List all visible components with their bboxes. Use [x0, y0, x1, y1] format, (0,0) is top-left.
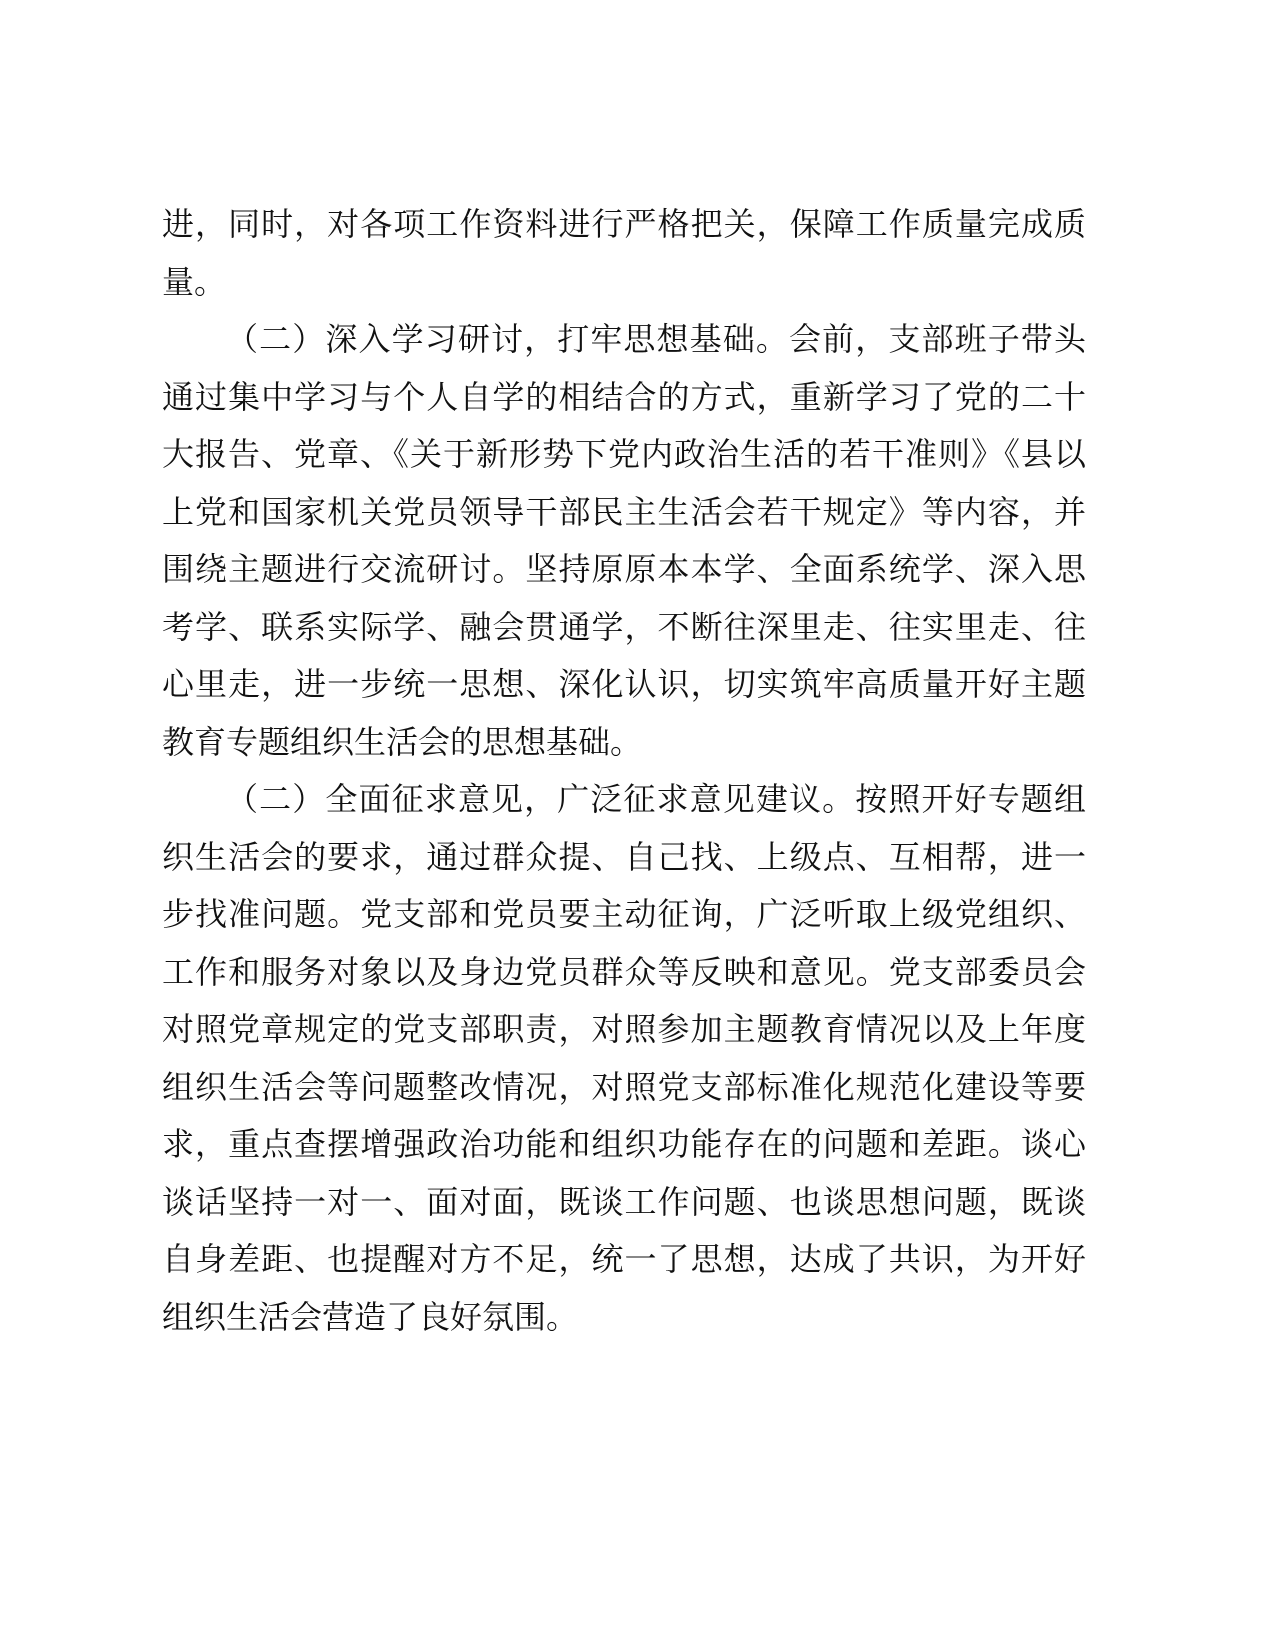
paragraph-solicit-opinions: （二）全面征求意见，广泛征求意见建议。按照开好专题组织生活会的要求，通过群众提、自己找、上级点、互相帮，进一步找准问题。党支部和党员要主动征询，广泛听取上级党组织、工作和服务对象以及身边党员群众等反映和意见。党支部委员会对照党章规定的党支部职责，对照参加主题教育情况以及上年度组织生活会等问题整改情况，对照党支部标准化规范化建设等要求，重点查摆增强政治功能和组织功能存在的问题和差距。谈心谈话坚持一对一、面对面，既谈工作问题、也谈思想问题，既谈自身差距、也提醒对方不足，统一了思想，达成了共识，为开好组织生活会营造了良好氛围。	[162, 780, 1086, 1336]
paragraph-continuation: 进，同时，对各项工作资料进行严格把关，保障工作质量完成质量。	[162, 205, 1086, 301]
paragraph-study-discussion: （二）深入学习研讨，打牢思想基础。会前，支部班子带头通过集中学习与个人自学的相结合的方式，重新学习了党的二十大报告、党章、《关于新形势下党内政治生活的若干准则》《县以上党和国家机关党员领导干部民主生活会若干规定》等内容，并围绕主题进行交流研讨。坚持原原本本学、全面系统学、深入思考学、联系实际学、融会贯通学，不断往深里走、往实里走、往心里走，进一步统一思想、深化认识，切实筑牢高质量开好主题教育专题组织生活会的思想基础。	[162, 320, 1086, 761]
document-body	[162, 196, 1086, 1346]
